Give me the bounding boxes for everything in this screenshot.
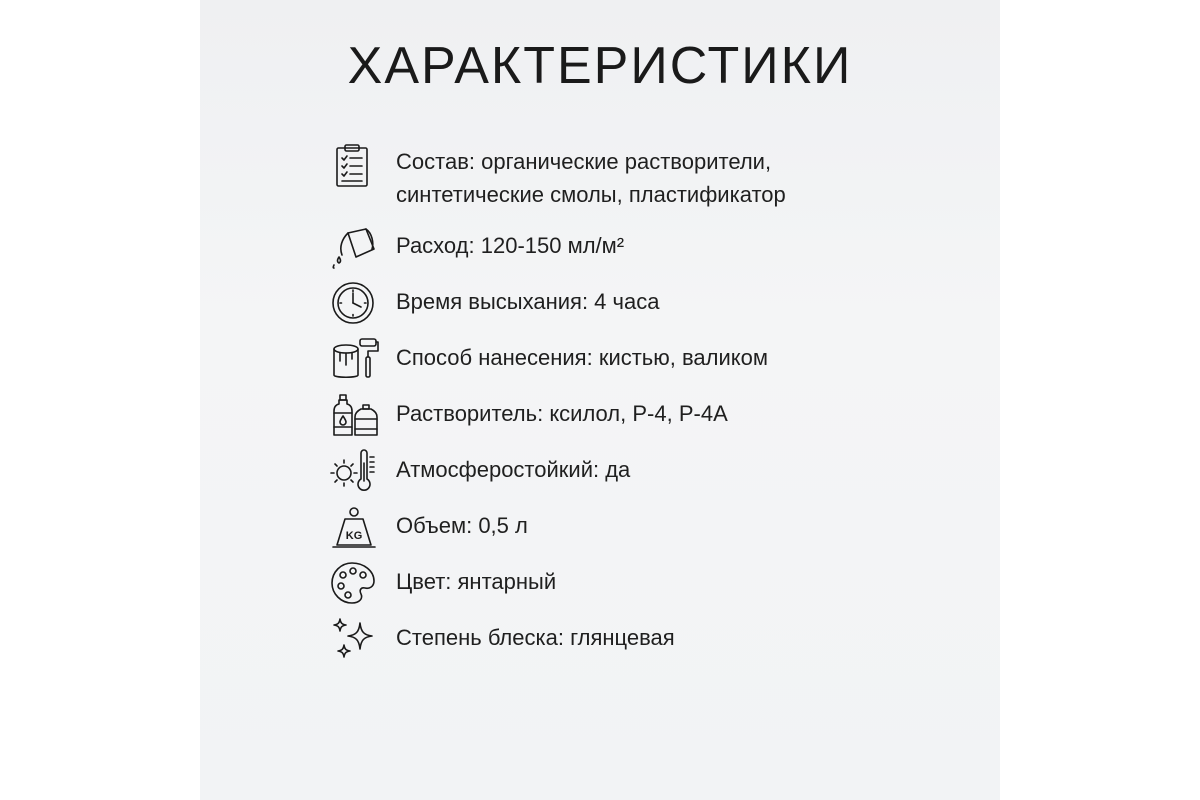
specs-list	[330, 143, 970, 673]
spec-color	[330, 561, 970, 605]
specs-card	[200, 0, 1000, 800]
spec-drying-time	[330, 281, 970, 325]
spec-color-text: Цвет: янтарный	[396, 569, 557, 594]
spec-solvent-text: Растворитель: ксилол, Р-4, Р-4А	[396, 401, 728, 426]
spec-solvent	[330, 393, 970, 437]
paint-can-roller-icon	[330, 337, 380, 381]
spec-volume	[330, 505, 970, 549]
spec-weather-resistant-text: Атмосферостойкий: да	[396, 457, 631, 482]
spec-composition-line2: синтетические смолы, пластификатор	[396, 182, 786, 207]
paint-palette-icon	[330, 561, 380, 605]
spec-gloss-text: Степень блеска: глянцевая	[396, 625, 675, 650]
clock-icon	[330, 281, 380, 325]
page-title: ХАРАКТЕРИСТИКИ	[347, 37, 853, 95]
spec-volume-text: Объем: 0,5 л	[396, 513, 528, 538]
spec-application-text: Способ нанесения: кистью, валиком	[396, 345, 769, 370]
kg-label: KG	[345, 530, 363, 542]
spec-gloss	[330, 617, 970, 661]
spec-drying-time-text: Время высыхания: 4 часа	[396, 289, 660, 314]
spec-application	[330, 337, 970, 381]
paint-bucket-pour-icon	[330, 225, 380, 269]
spec-weather-resistant	[330, 449, 970, 493]
clipboard-checklist-icon	[330, 143, 380, 187]
spec-consumption-text: Расход: 120-150 мл/м²	[396, 233, 625, 258]
kg-weight-icon	[330, 505, 380, 549]
spec-composition	[330, 143, 970, 211]
spec-consumption	[330, 225, 970, 269]
solvent-bottles-icon	[330, 393, 380, 437]
sun-thermometer-icon	[330, 449, 380, 493]
sparkles-icon	[330, 617, 380, 661]
spec-composition-line1: Состав: органические растворители,	[396, 149, 772, 174]
